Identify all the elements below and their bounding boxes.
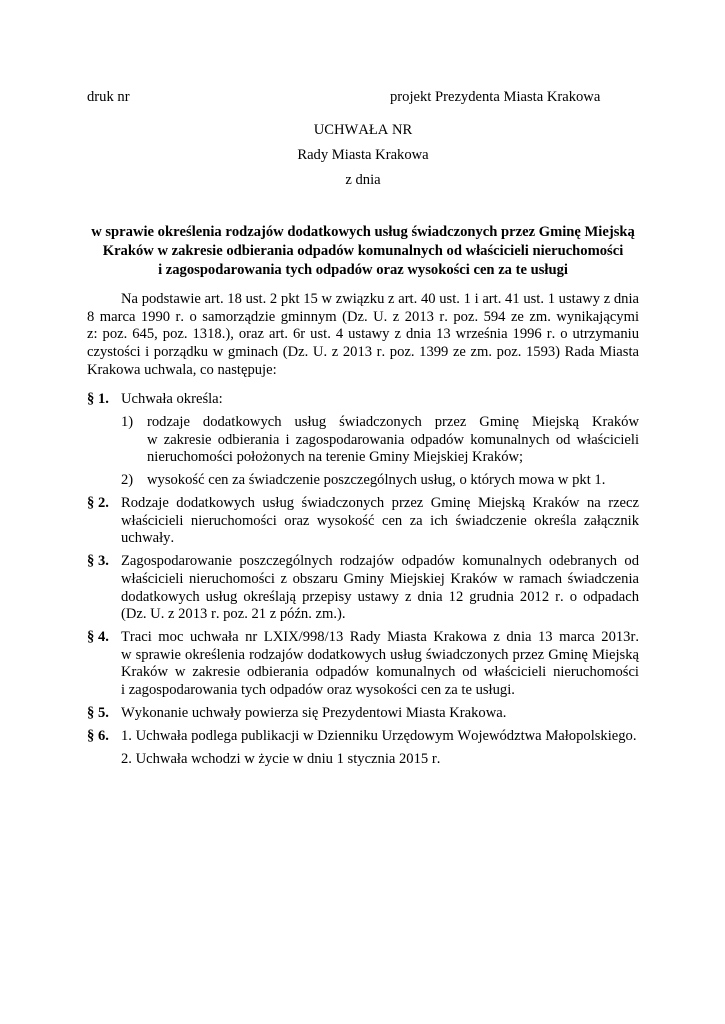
- section-text: [121, 705, 639, 723]
- print-number-label: druk nr: [87, 89, 130, 106]
- section-text-line: uchwały.: [121, 530, 175, 547]
- section-text: [121, 391, 639, 409]
- section-text: [121, 629, 639, 699]
- preamble-line: Krakowa uchwala, co następuje:: [87, 361, 277, 378]
- section-text-line: 1. Uchwała podlega publikacji w Dzienniku Urzędowym Województwa Małopolskiego.: [121, 727, 637, 744]
- list-item: [121, 414, 639, 467]
- list-item-text: [147, 414, 639, 467]
- resolution-body: [87, 291, 639, 768]
- list-item-label: 2): [121, 472, 134, 489]
- section-text-line: Wykonanie uchwały powierza się Prezydentowi Miasta Krakowa.: [121, 705, 507, 721]
- preamble-line: czystości i porządku w gminach (Dz. U. z 2013 r. poz. 1399 ze zm. poz. 1593) Rada Miasta: [87, 343, 639, 360]
- resolution-number-heading: UCHWAŁA NR: [313, 122, 413, 139]
- section-text-line: dodatkowych usług określają przepisy ustawy z dnia 12 grudnia 2012 r. o odpadach: [121, 588, 639, 605]
- section-label: § 4.: [87, 629, 109, 646]
- section-text-line: Rodzaje dodatkowych usług świadczonych przez Gminę Miejską Kraków na rzecz: [121, 495, 639, 512]
- section-1: [87, 391, 639, 490]
- section-text-line: (Dz. U. z 2013 r. poz. 21 z późn. zm.).: [121, 606, 346, 623]
- resolution-title: [87, 223, 639, 280]
- section-label: § 5.: [87, 705, 109, 721]
- section-6: [87, 728, 639, 769]
- section-text-line: i zagospodarowania tych odpadów oraz wysokości cen za te usługi.: [121, 682, 515, 699]
- preamble-line: z: poz. 645, poz. 1318.), oraz art. 6r ust. 4 ustawy z dnia 13 września 1996 r. o utrzymaniu: [87, 326, 639, 343]
- section-text: [121, 495, 639, 548]
- council-name: Rady Miasta Krakowa: [297, 147, 429, 164]
- section-text-line: Zagospodarowanie poszczególnych rodzajów odpadów komunalnych odebranych od: [121, 553, 639, 570]
- project-label: projekt Prezydenta Miasta Krakowa: [390, 89, 601, 106]
- section-text: [121, 728, 639, 746]
- document-header: [87, 89, 639, 107]
- list-item-line: nieruchomości położonych na terenie Gminy Miejskiej Kraków;: [147, 449, 524, 466]
- section-label: § 6.: [87, 727, 109, 744]
- section-text-line: w sprawie określenia rodzajów dodatkowych usług świadczonych przez Gminę Miejską: [121, 646, 639, 663]
- section-3: [87, 553, 639, 623]
- preamble: [87, 291, 639, 379]
- preamble-line: Na podstawie art. 18 ust. 2 pkt 15 w związku z art. 40 ust. 1 i art. 41 ust. 1 ustawy z dnia: [121, 291, 639, 308]
- section-5: [87, 705, 639, 723]
- section-label: § 3.: [87, 553, 109, 570]
- date-label: z dnia: [345, 172, 381, 189]
- title-line: w sprawie określenia rodzajów dodatkowych usług świadczonych przez Gminę Miejską: [91, 223, 635, 240]
- section-4: [87, 629, 639, 699]
- section-label: § 2.: [87, 495, 109, 512]
- section-text-line: właścicieli nieruchomości z obszaru Gminy Miejskiej Kraków w ramach świadczenia: [121, 571, 639, 588]
- section-text-line: Uchwała określa:: [121, 391, 223, 408]
- list-item-label: 1): [121, 414, 134, 431]
- title-line: i zagospodarowania tych odpadów oraz wysokości cen za te usługi: [158, 261, 568, 278]
- list-item: [121, 472, 639, 490]
- section-text-line: 2. Uchwała wchodzi w życie w dniu 1 stycznia 2015 r.: [121, 750, 441, 767]
- title-line: Kraków w zakresie odbierania odpadów komunalnych od właścicieli nieruchomości: [102, 242, 624, 259]
- list-item-line: rodzaje dodatkowych usług świadczonych przez Gminę Miejską Kraków: [147, 414, 639, 431]
- list-item-text: [147, 472, 639, 490]
- list-item-line: wysokość cen za świadczenie poszczególnych usług, o których mowa w pkt 1.: [147, 472, 606, 489]
- preamble-line: 8 marca 1990 r. o samorządzie gminnym (Dz. U. z 2013 r. poz. 594 ze zm. wynikającymi: [87, 308, 639, 325]
- section-text-line: Traci moc uchwała nr LXIX/998/13 Rady Miasta Krakowa z dnia 13 marca 2013r.: [121, 629, 639, 646]
- section-text: [121, 553, 639, 623]
- section-text-line: Kraków w zakresie odbierania odpadów komunalnych od właścicieli nieruchomości: [121, 664, 639, 681]
- section-paragraph: [121, 751, 639, 769]
- section-2: [87, 495, 639, 548]
- section-text-line: właścicieli nieruchomości oraz wysokość cen za ich świadczenie określa załącznik: [121, 512, 639, 529]
- list-item-line: w zakresie odbierania i zagospodarowania odpadów komunalnych od właścicieli: [147, 431, 639, 448]
- section-label: § 1.: [87, 391, 109, 408]
